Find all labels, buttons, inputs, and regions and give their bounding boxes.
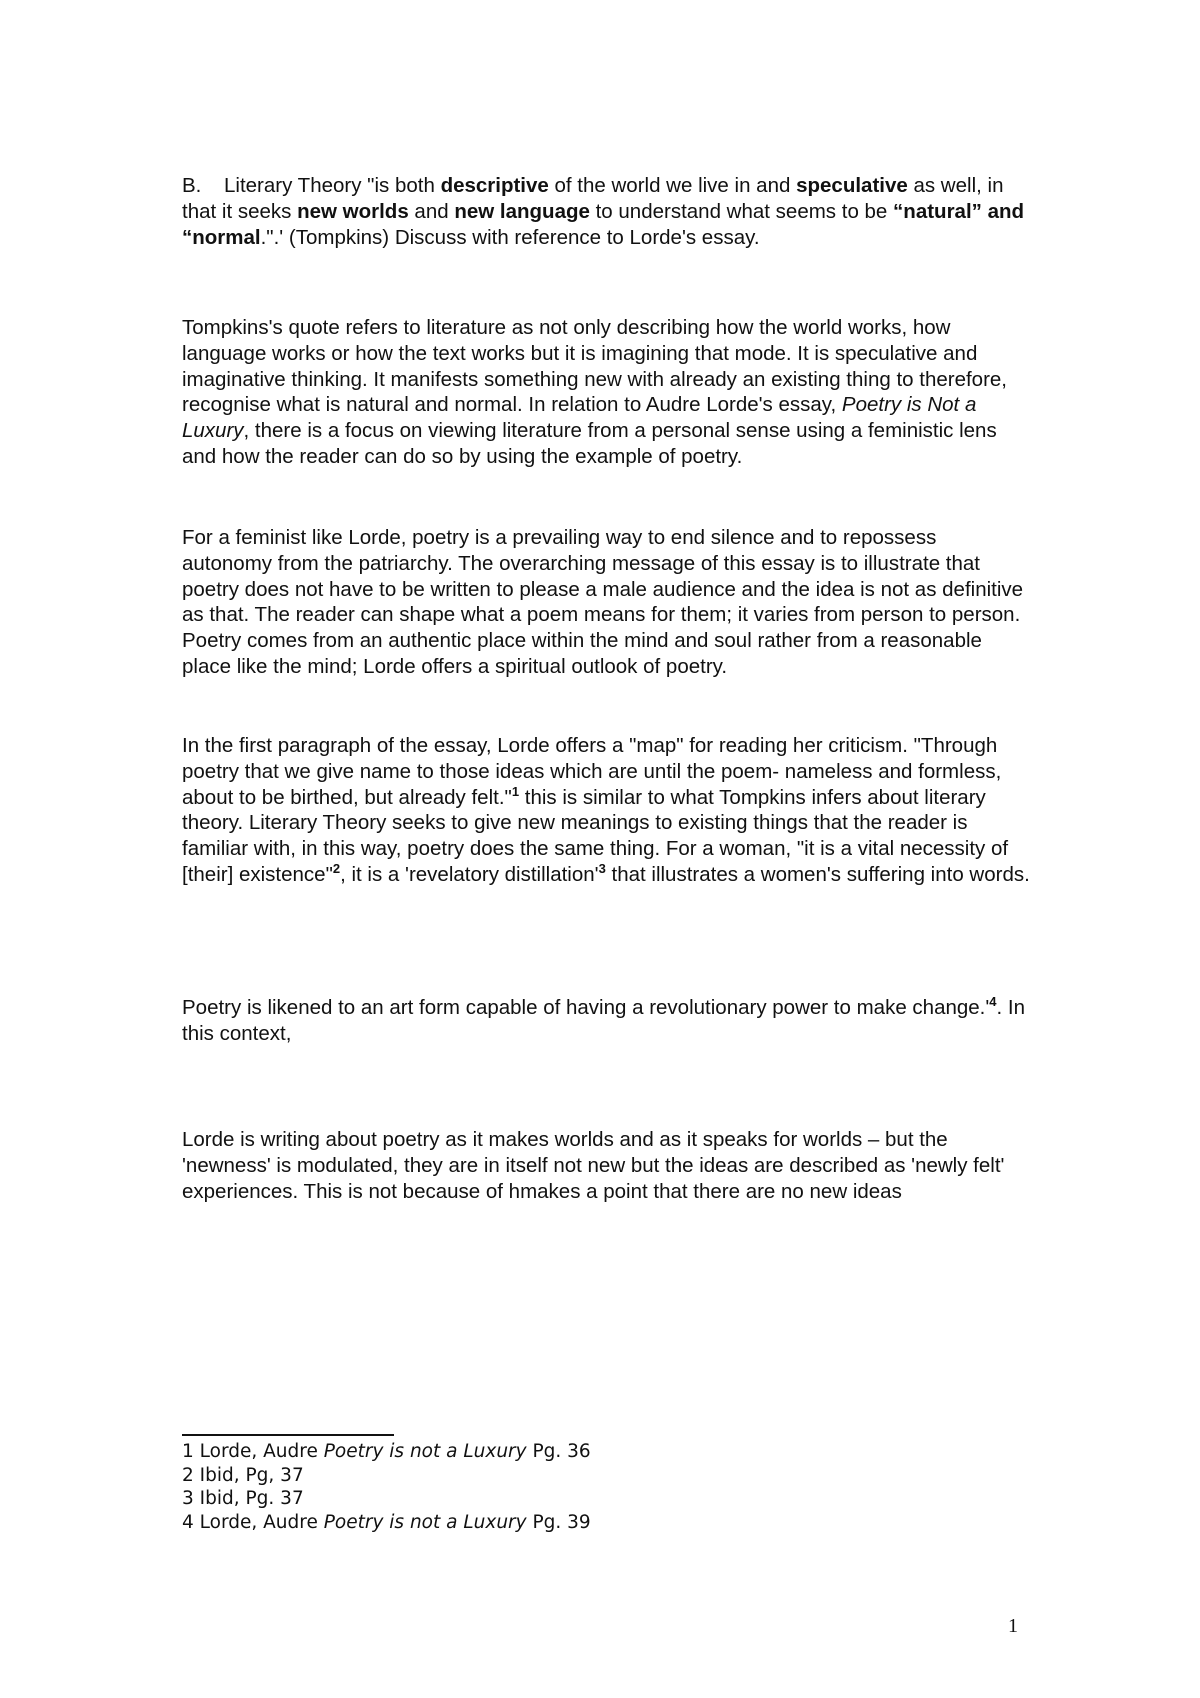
paragraph-5: Lorde is writing about poetry as it makes worlds and as it speaks for worlds – but the 'newness' is modulated, they are in itself not new but the ideas are described as 'newly felt' experiences. This is not because of hmakes a point that there are no new ideas [182, 1128, 1005, 1203]
paragraph-3: In the first paragraph of the essay, Lorde offers a "map" for reading her criticism. "Through poetry that we give name to those ideas which are until the poem- nameless and formless, about to be birthed, but already felt."$^1$ this is similar to what Tompkins infers about literary theory. Literary Theory seeks to give new meanings to existing things that the reader is familiar with, in this way, poetry does the same thing. For a woman, "it is a vital necessity of [their] existence"$^2$, it is a 'revelatory $distillation'^3$ that illustrates a women's suffering into words. [182, 734, 1030, 886]
paragraph-4: Poetry is likened to an art form capable of having a revolutionary power to make $change.'^4$. In this context, [182, 994, 1026, 1045]
paragraph-2: For a feminist like Lorde, poetry is a prevailing way to end silence and to repossess autonomy from the patriarchy. The overarching message of this essay is to illustrate that poetry does not have to be written to please a male audience and the idea is not as definitive as that. The reader can shape what a poem means for them; it varies from person to person. Poetry comes from an authentic place within the mind and soul rather from a reasonable place like the mind; Lorde offers a spiritual outlook of poetry. [182, 526, 1024, 678]
essay-title: Poetry is Not a Luxury [182, 393, 977, 443]
footnote-separator [182, 1434, 394, 1436]
footnote-2: 2 Ibid, Pg, 37 [182, 1464, 304, 1486]
footnote-ref[interactable]: 1 [511, 783, 520, 799]
footnote-1: 1 Lorde, Audre Poetry is not a Luxury Pg. 36 [182, 1441, 591, 1462]
footnotes [182, 1440, 882, 1534]
footnote-3: 3 Ibid, Pg. 37 [182, 1488, 304, 1509]
essay-question: B. Literary Theory "is both descriptive of the world we live in and speculative as well, in that it seeks new worlds and new language to understand what seems to be “natural” and “normal.".' (Tompkins) Discuss with reference to Lorde's essay. [182, 174, 1025, 249]
paragraph-1: Tompkins's quote refers to literature as not only describing how the world works, how language works or how the text works but it is imagining that mode. It is speculative and imaginative thinking. It manifests something new with already an existing thing to therefore, recognise what is natural and normal. In relation to Audre Lorde's essay, Poetry is Not a Luxury, there is a focus on viewing literature from a personal sense using a feministic lens and how the reader can do so by using the example of poetry. [182, 316, 1007, 468]
footnote-ref[interactable]: 3 [598, 861, 606, 877]
footnote-4: 4 Lorde, Audre Poetry is not a Luxury Pg. 39 [182, 1511, 591, 1533]
footnote-ref[interactable]: 2 [332, 861, 341, 877]
page-number: 1 [1008, 1615, 1018, 1637]
question-label: B. [182, 174, 202, 197]
footnote-ref[interactable]: 4 [989, 994, 997, 1010]
